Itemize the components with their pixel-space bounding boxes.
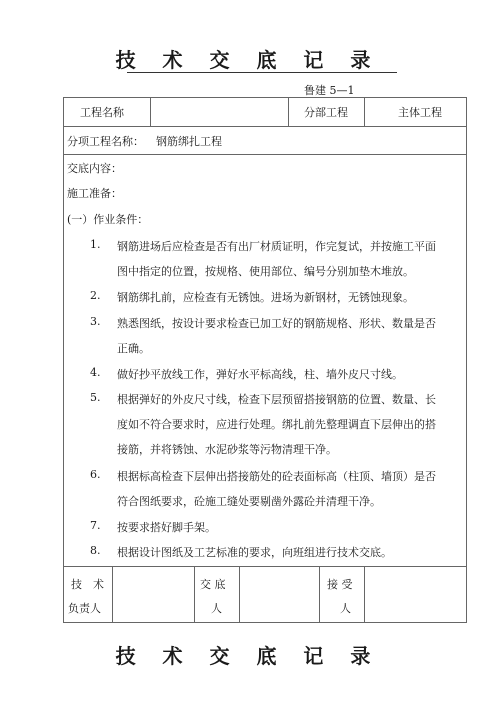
footer-divider-5 bbox=[364, 566, 365, 623]
footer-divider-1 bbox=[112, 566, 113, 623]
discloser-label: 交 底 bbox=[200, 578, 226, 591]
item-number: 5. bbox=[90, 391, 101, 404]
item-text: 钢筋进场后应检查是否有出厂材质证明，作完复试，并按施工平面 bbox=[117, 240, 436, 253]
item-text: 度如不符合要求时，应进行处理。绑扎前先整理调直下层伸出的搭 bbox=[117, 418, 436, 431]
document-title: 技 术 交 底 记 录 bbox=[115, 48, 381, 72]
title-underline bbox=[127, 72, 397, 73]
footer-divider-2 bbox=[194, 566, 195, 623]
content-label: 交底内容： bbox=[67, 162, 122, 175]
tech-lead-label: 技 术 bbox=[71, 578, 104, 591]
document-code: 鲁建 5—1 bbox=[304, 84, 355, 97]
item-text: 熟悉图纸，按设计要求检查已加工好的钢筋规格、形状、数量是否 bbox=[117, 317, 436, 330]
row2-bottom-rule bbox=[64, 154, 466, 155]
item-text: 接筋，并将锈蚀、水泥砂浆等污物清理干净。 bbox=[117, 443, 337, 456]
subitem-label: 分项工程名称： bbox=[67, 135, 144, 148]
receiver-label: 接 受 bbox=[327, 578, 353, 591]
item-text: 按要求搭好脚手架。 bbox=[117, 521, 216, 534]
row1-bottom-rule bbox=[64, 126, 466, 127]
row1-divider-3 bbox=[364, 98, 365, 126]
footer-top-rule bbox=[64, 566, 466, 567]
row1-divider-1 bbox=[150, 98, 151, 126]
division-label: 分部工程 bbox=[304, 106, 348, 119]
item-text: 符合图纸要求，砼施工缝处要剔凿外露砼并清理干净。 bbox=[117, 495, 381, 508]
item-text: 图中指定的位置，按规格、使用部位、编号分别加垫木堆放。 bbox=[117, 265, 414, 278]
item-text: 根据设计图纸及工艺标准的要求，向班组进行技术交底。 bbox=[117, 546, 392, 559]
prep-label: 施工准备： bbox=[67, 187, 122, 200]
tech-lead-label-2: 负责人 bbox=[68, 602, 101, 615]
item-text: 根据弹好的外皮尺寸线，检查下层预留搭接钢筋的位置、数量、长 bbox=[117, 393, 436, 406]
section1-heading: (一）作业条件： bbox=[67, 213, 149, 226]
item-number: 2. bbox=[90, 289, 101, 302]
item-text: 正确。 bbox=[117, 342, 150, 355]
receiver-label-2: 人 bbox=[340, 602, 351, 615]
item-number: 4. bbox=[90, 366, 101, 379]
item-text: 根据标高检查下层伸出搭接筋处的砼表面标高（柱顶、墙顶）是否 bbox=[117, 470, 436, 483]
row1-divider-2 bbox=[288, 98, 289, 126]
footer-divider-4 bbox=[319, 566, 320, 623]
item-number: 7. bbox=[90, 519, 101, 532]
item-text: 钢筋绑扎前，应检查有无锈蚀。进场为新钢材，无锈蚀现象。 bbox=[117, 291, 414, 304]
item-number: 1. bbox=[90, 238, 101, 251]
item-number: 8. bbox=[90, 544, 101, 557]
project-name-label: 工程名称 bbox=[80, 106, 124, 119]
disclosure-form-table bbox=[63, 97, 467, 623]
next-page-title: 技 术 交 底 记 录 bbox=[115, 644, 381, 668]
footer-divider-3 bbox=[239, 566, 240, 623]
item-number: 6. bbox=[90, 468, 101, 481]
item-number: 3. bbox=[90, 315, 101, 328]
item-text: 做好抄平放线工作，弹好水平标高线，柱、墙外皮尺寸线。 bbox=[117, 368, 403, 381]
subitem-value: 钢筋绑扎工程 bbox=[156, 135, 222, 148]
discloser-label-2: 人 bbox=[211, 602, 222, 615]
division-value: 主体工程 bbox=[398, 106, 442, 119]
